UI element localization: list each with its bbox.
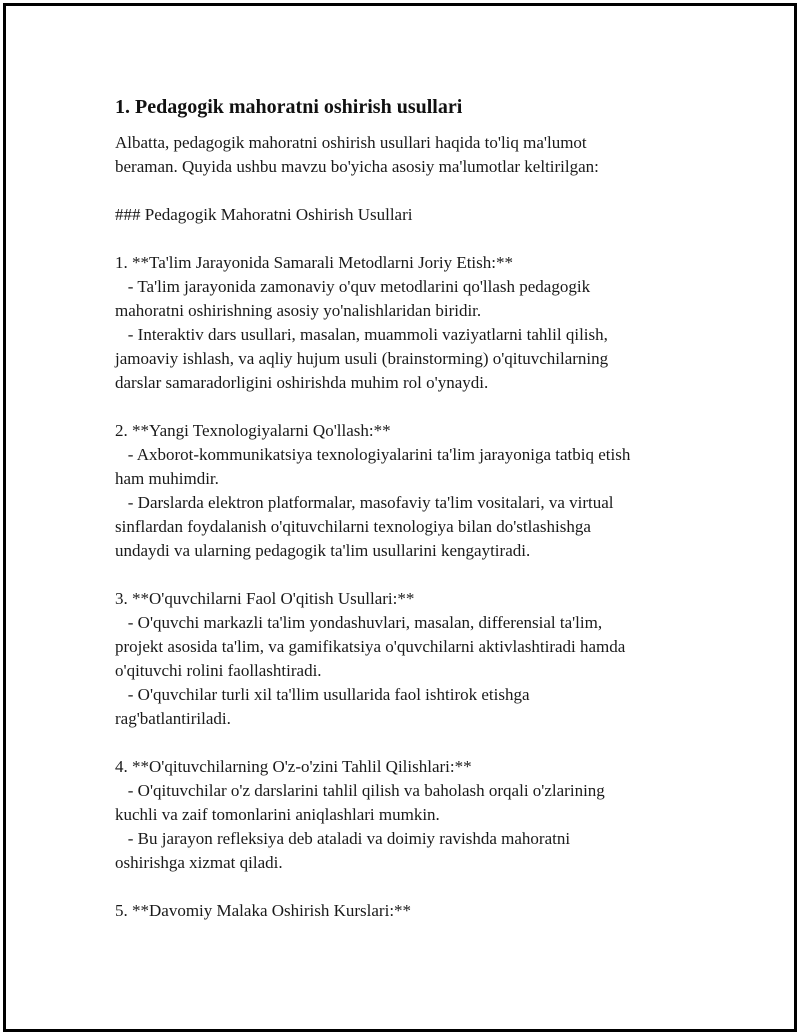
item-text: - O'qituvchilar o'z darslarini tahlil qilish va baholash orqali o'zlarining [115,781,605,800]
list-item-1 [115,251,685,395]
item-text: sinflardan foydalanish o'qituvchilarni texnologiya bilan do'stlashishga [115,517,591,536]
intro-line: Albatta, pedagogik mahoratni oshirish usullari haqida to'liq ma'lumot [115,133,587,152]
item-heading: 1. **Ta'lim Jarayonida Samarali Metodlarni Joriy Etish:** [115,253,513,272]
spacer [115,875,685,899]
spacer [115,395,685,419]
item-heading: 5. **Davomiy Malaka Oshirish Kurslari:** [115,901,412,920]
item-text: mahoratni oshirishning asosiy yo'nalishlaridan biridir. [115,301,482,320]
item-text: - O'quvchilar turli xil ta'llim usullarida faol ishtirok etishga [115,685,530,704]
item-text: - Interaktiv dars usullari, masalan, muammoli vaziyatlarni tahlil qilish, [115,325,608,344]
item-text: darslar samaradorligini oshirishda muhim rol o'ynaydi. [115,373,489,392]
item-text: jamoaviy ishlash, va aqliy hujum usuli (brainstorming) o'qituvchilarning [115,349,609,368]
document-body [115,93,685,923]
list-item-2 [115,419,685,563]
item-text: - Axborot-kommunikatsiya texnologiyalarini ta'lim jarayoniga tatbiq etish [115,445,631,464]
document-title: 1. Pedagogik mahoratni oshirish usullari [115,96,463,118]
item-text: ham muhimdir. [115,469,219,488]
item-text: kuchli va zaif tomonlarini aniqlashlari mumkin. [115,805,440,824]
list-item-4 [115,755,685,875]
item-text: oshirishga xizmat qiladi. [115,853,283,872]
item-text: o'qituvchi rolini faollashtiradi. [115,661,322,680]
section-heading: ### Pedagogik Mahoratni Oshirish Usullari [115,205,413,224]
item-heading: 3. **O'quvchilarni Faol O'qitish Usullari:** [115,589,415,608]
spacer [115,563,685,587]
item-text: - Bu jarayon refleksiya deb ataladi va doimiy ravishda mahoratni [115,829,571,848]
item-heading: 2. **Yangi Texnologiyalarni Qo'llash:** [115,421,391,440]
item-text: rag'batlantiriladi. [115,709,231,728]
item-heading: 4. **O'qituvchilarning O'z-o'zini Tahlil Qilishlari:** [115,757,472,776]
spacer [115,179,685,203]
spacer [115,227,685,251]
spacer [115,731,685,755]
list-item-5 [115,899,685,923]
item-text: - O'quvchi markazli ta'lim yondashuvlari, masalan, differensial ta'lim, [115,613,603,632]
item-text: undaydi va ularning pedagogik ta'lim usullarini kengaytiradi. [115,541,531,560]
item-text: projekt asosida ta'lim, va gamifikatsiya o'quvchilarni aktivlashtiradi hamda [115,637,626,656]
list-item-3 [115,587,685,731]
item-text: - Ta'lim jarayonida zamonaviy o'quv metodlarini qo'llash pedagogik [115,277,591,296]
item-text: - Darslarda elektron platformalar, masofaviy ta'lim vositalari, va virtual [115,493,614,512]
intro-line: beraman. Quyida ushbu mavzu bo'yicha asosiy ma'lumotlar keltirilgan: [115,157,599,176]
